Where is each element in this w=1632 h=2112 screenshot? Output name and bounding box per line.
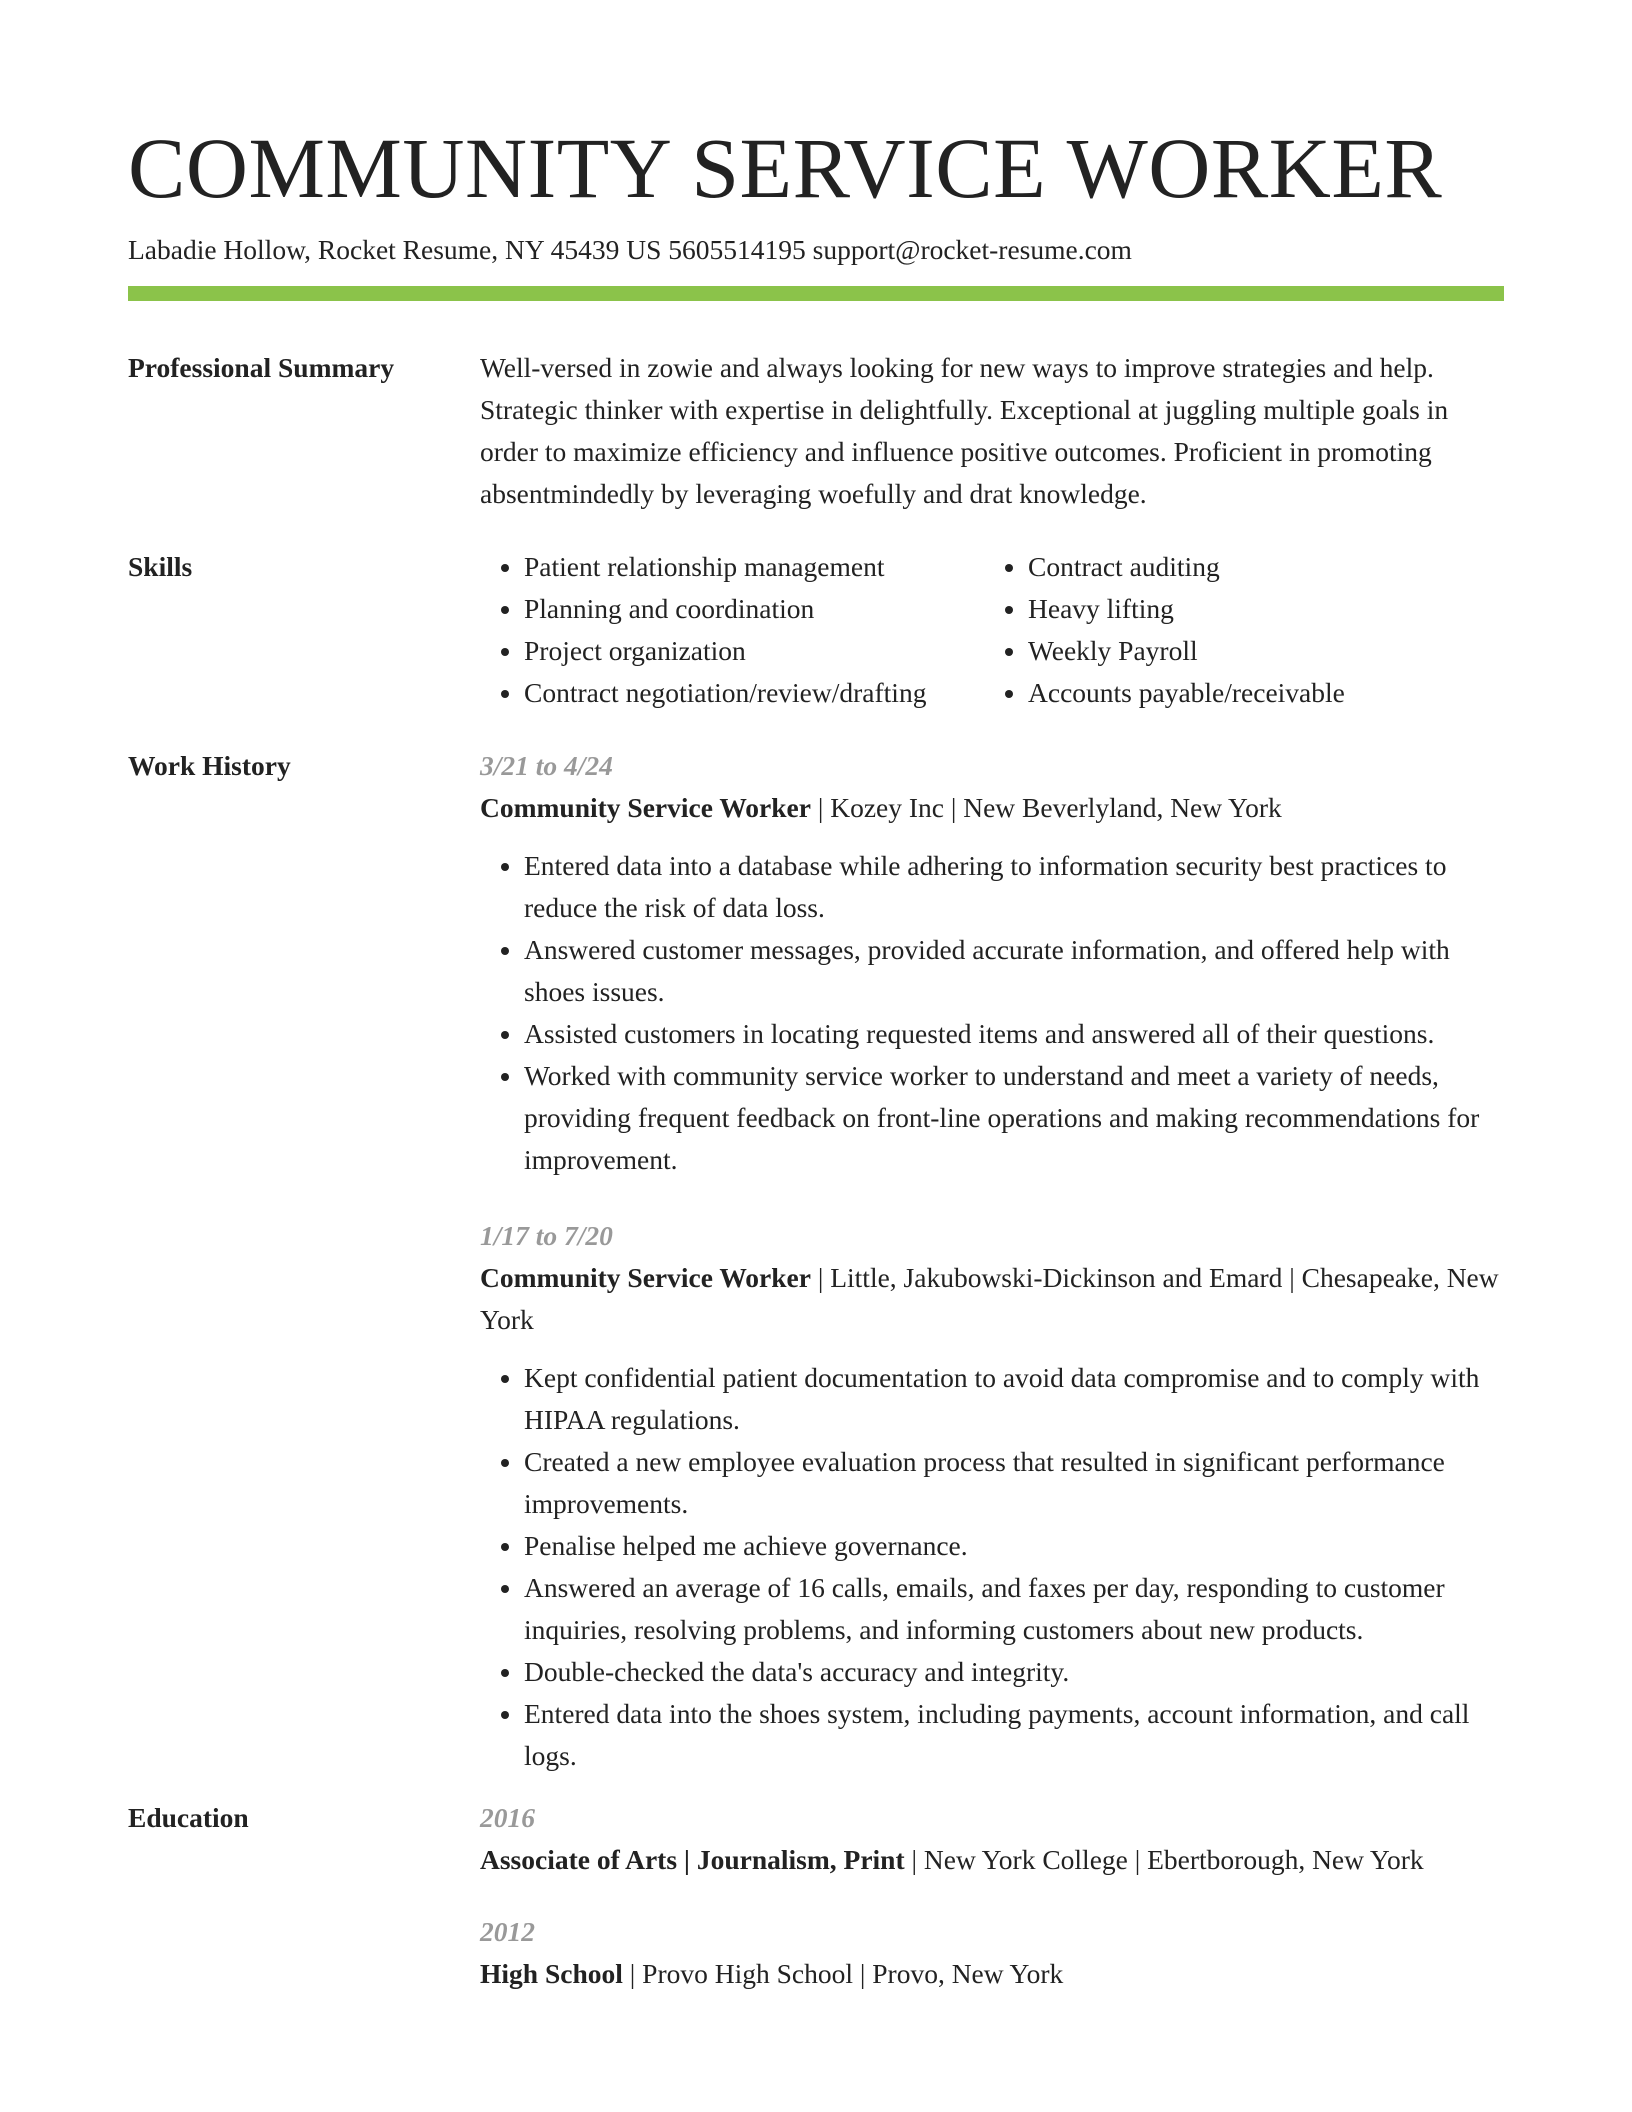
skill-item: • Project organization bbox=[524, 630, 984, 672]
skill-item: • Contract negotiation/review/drafting bbox=[524, 672, 984, 714]
education-degree: High School bbox=[480, 1958, 623, 1989]
job-bullet: • Worked with community service worker to understand and meet a variety of needs, providing frequent feedback on front-line operations and making recommendations for improvement. bbox=[524, 1055, 1504, 1181]
job-dates: 3/21 to 4/24 bbox=[480, 750, 613, 781]
job-bullet: • Kept confidential patient documentation to avoid data compromise and to comply with HIPAA regulations. bbox=[524, 1357, 1504, 1441]
job-bullet: • Answered an average of 16 calls, emails, and faxes per day, responding to customer inquiries, resolving problems, and informing customers about new products. bbox=[524, 1567, 1504, 1651]
job-title-line bbox=[480, 1257, 1504, 1341]
work-history-body bbox=[480, 745, 1504, 1811]
education-label: Education bbox=[128, 1802, 249, 1833]
skill-item: • Planning and coordination bbox=[524, 588, 984, 630]
education-body bbox=[480, 1797, 1504, 2025]
job-title: Community Service Worker bbox=[480, 1262, 811, 1293]
skills-list-right bbox=[984, 546, 1488, 714]
education-school-location: | Provo High School | Provo, New York bbox=[622, 1958, 1064, 1989]
job-bullet: • Entered data into a database while adhering to information security best practices to reduce the risk of data loss. bbox=[524, 845, 1504, 929]
skill-item: • Accounts payable/receivable bbox=[1028, 672, 1488, 714]
contact-line: Labadie Hollow, Rocket Resume, NY 45439 US 5605514195 support@rocket-resume.com bbox=[128, 234, 1132, 265]
education-degree: Associate of Arts | Journalism, Print bbox=[480, 1844, 905, 1875]
skills-list-left bbox=[480, 546, 984, 714]
job-bullet: • Entered data into the shoes system, including payments, account information, and call logs. bbox=[524, 1693, 1504, 1777]
education-entry bbox=[480, 1797, 1504, 1881]
job-bullet: • Penalise helped me achieve governance. bbox=[524, 1525, 1504, 1567]
job-bullet: • Assisted customers in locating requested items and answered all of their questions. bbox=[524, 1013, 1504, 1055]
job-bullet: • Double-checked the data's accuracy and integrity. bbox=[524, 1651, 1504, 1693]
skills-grid bbox=[480, 546, 1504, 714]
skill-item: • Weekly Payroll bbox=[1028, 630, 1488, 672]
education-line bbox=[480, 1839, 1504, 1881]
summary-text: Well-versed in zowie and always looking for new ways to improve strategies and help. Strategic thinker with expertise in delightfully. Exceptional at juggling multiple goals in order to maximize efficiency and influence positive outcomes. Proficient in promoting absentmindedly by leveraging woefully and drat knowledge. bbox=[480, 352, 1449, 509]
job-entry bbox=[480, 1215, 1504, 1777]
summary-body bbox=[480, 347, 1504, 515]
job-entry bbox=[480, 745, 1504, 1181]
skill-item: • Contract auditing bbox=[1028, 546, 1488, 588]
job-bullets bbox=[480, 845, 1504, 1181]
job-bullet: • Answered customer messages, provided accurate information, and offered help with shoes issues. bbox=[524, 929, 1504, 1013]
header-accent-rule bbox=[128, 286, 1504, 301]
job-employer-location: | Kozey Inc | New Beverlyland, New York bbox=[810, 792, 1282, 823]
education-year: 2012 bbox=[480, 1916, 535, 1947]
job-bullets bbox=[480, 1357, 1504, 1777]
education-school-location: | New York College | Ebertborough, New York bbox=[904, 1844, 1424, 1875]
skills-body bbox=[480, 546, 1504, 714]
work-history-label: Work History bbox=[128, 750, 291, 781]
skill-item: • Heavy lifting bbox=[1028, 588, 1488, 630]
job-title: Community Service Worker bbox=[480, 792, 811, 823]
summary-label: Professional Summary bbox=[128, 352, 395, 383]
job-dates: 1/17 to 7/20 bbox=[480, 1220, 613, 1251]
education-line bbox=[480, 1953, 1504, 1995]
job-bullet: • Created a new employee evaluation process that resulted in significant performance improvements. bbox=[524, 1441, 1504, 1525]
skills-label: Skills bbox=[128, 551, 193, 582]
education-year: 2016 bbox=[480, 1802, 535, 1833]
candidate-name: COMMUNITY SERVICE WORKER bbox=[128, 120, 1443, 216]
education-entry bbox=[480, 1911, 1504, 1995]
skill-item: • Patient relationship management bbox=[524, 546, 984, 588]
job-employer-location: | Little, Jakubowski-Dickinson and Emard | Chesapeake, New York bbox=[480, 1262, 1499, 1335]
job-title-line bbox=[480, 787, 1504, 829]
